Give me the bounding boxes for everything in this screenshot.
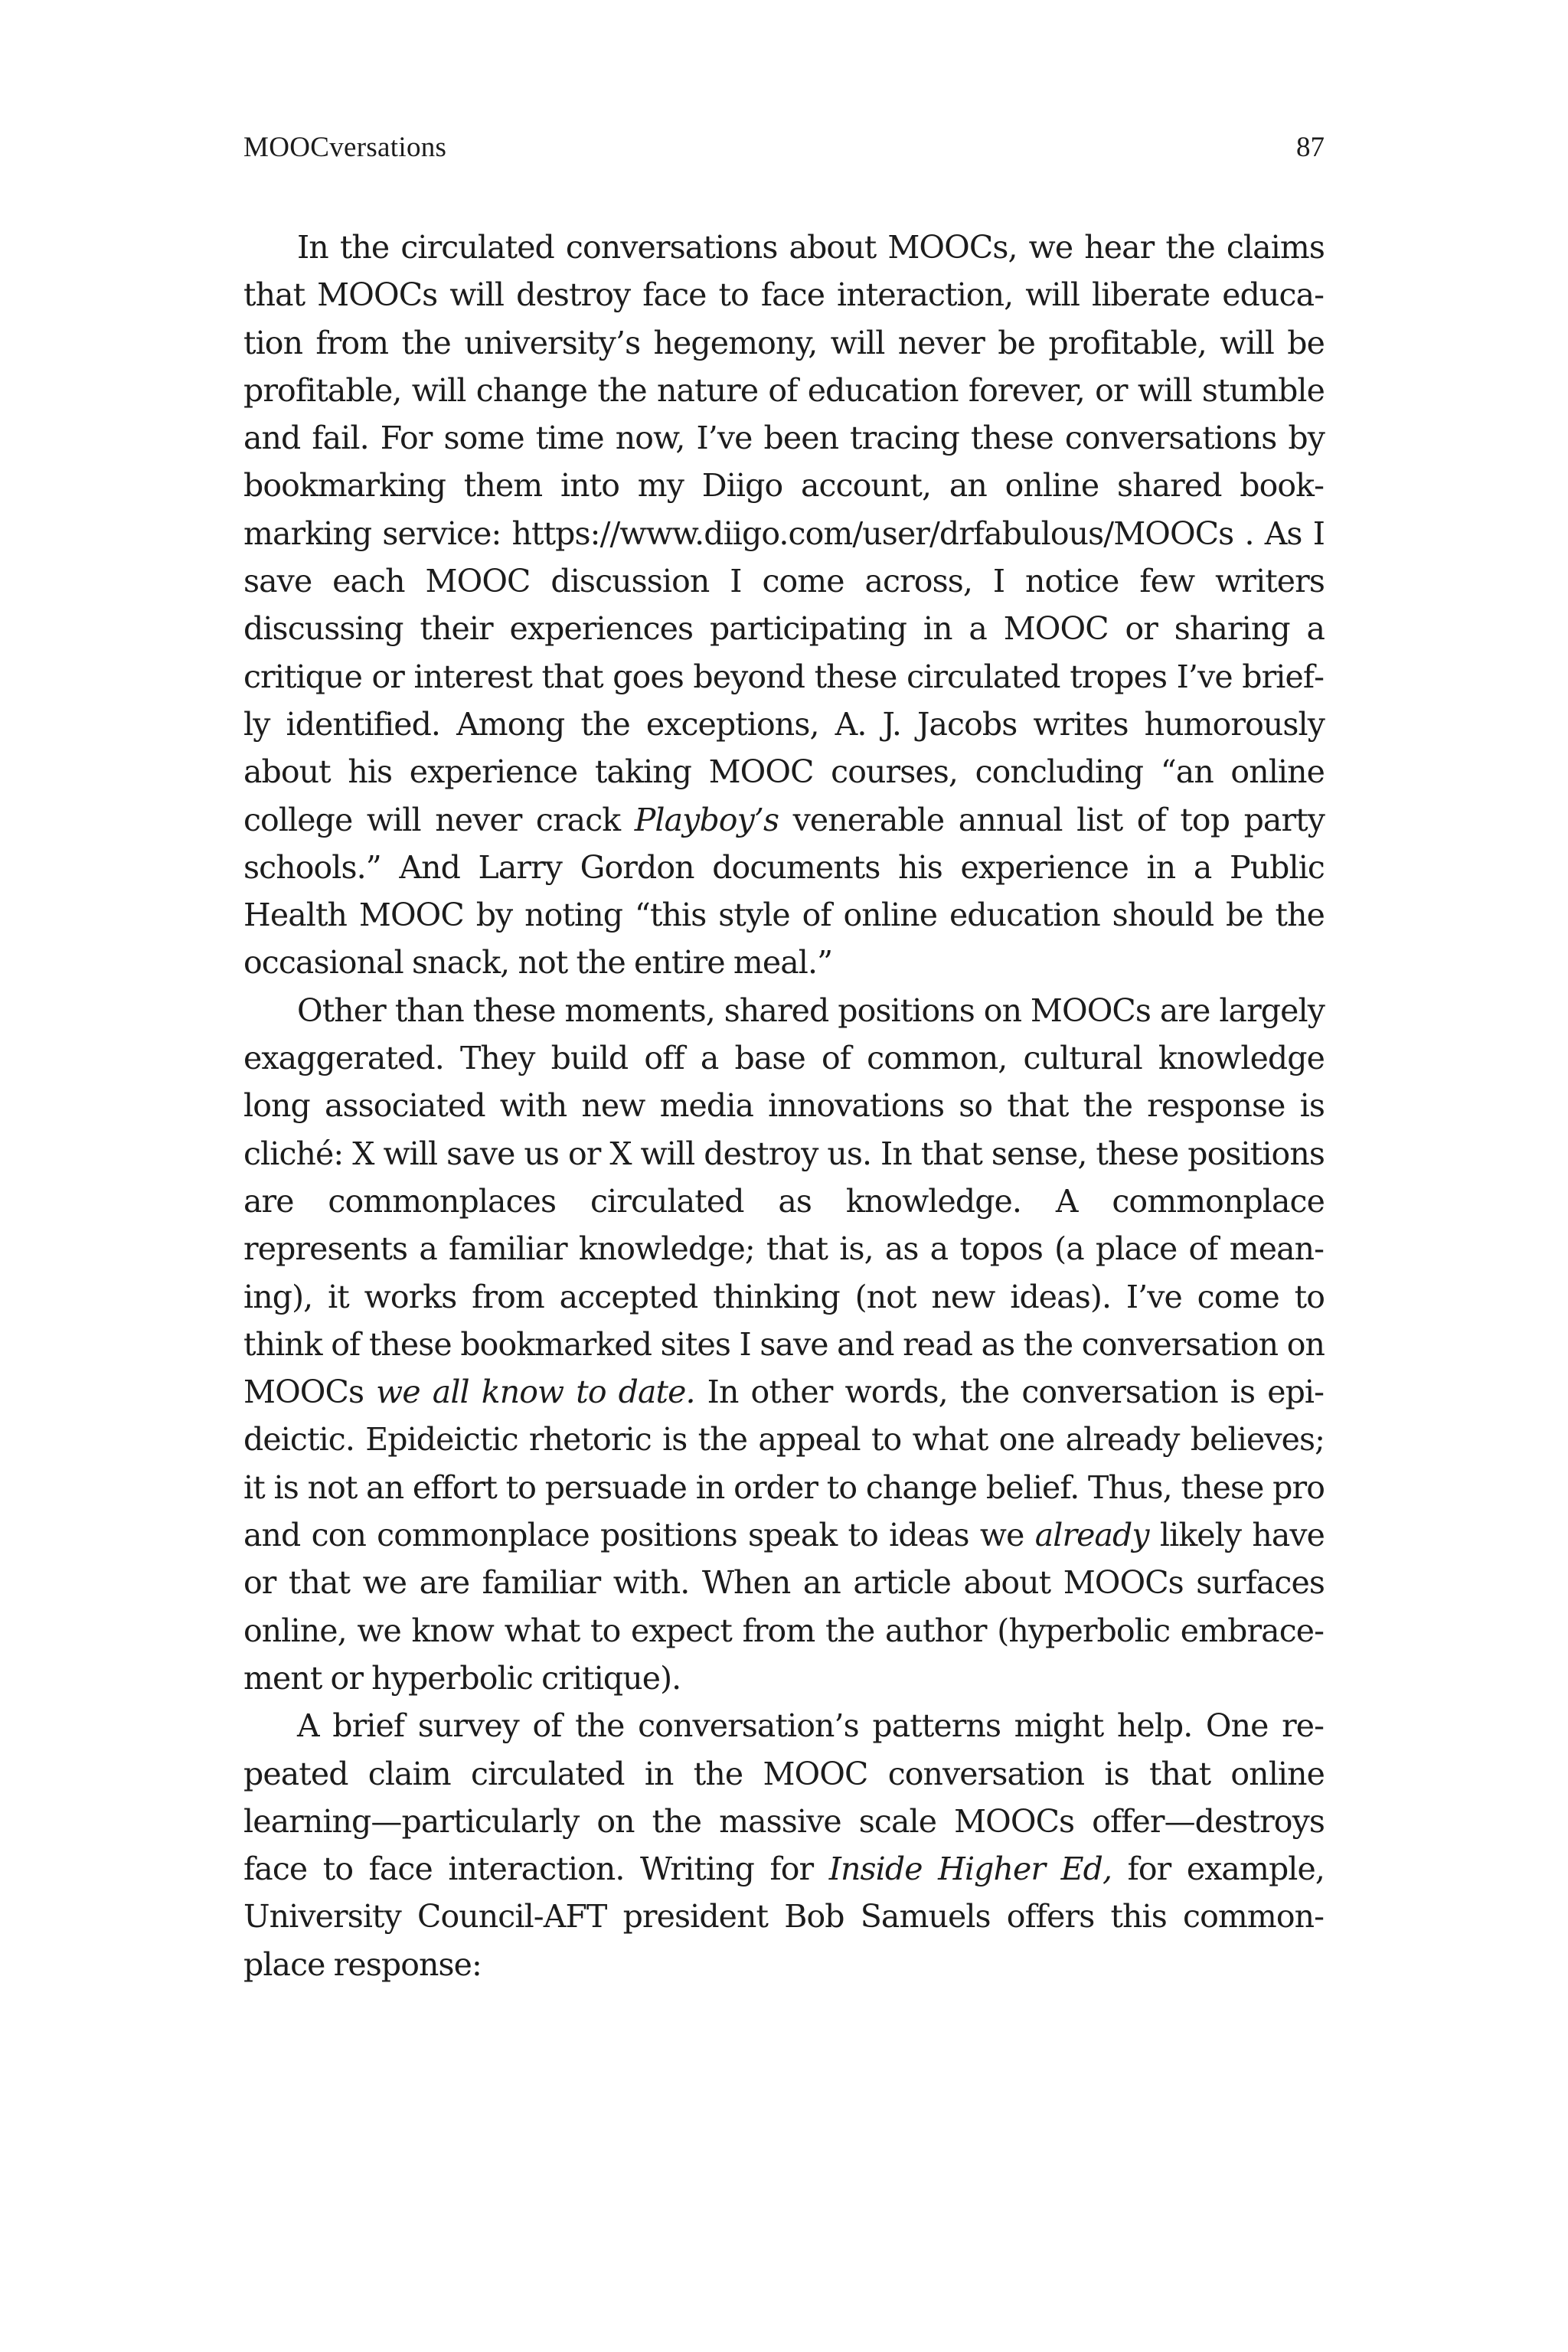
- text-run: likely have or that we are familiar with. When an article about MOOCs surfaces online, we know what to expect from the author (hyperbolic embracement or hyperbolic critique).: [243, 1517, 1325, 1697]
- italic-run: Playboy’s: [634, 801, 779, 838]
- text-run: In the circulated conversations about MOOCs, we hear the claims that MOOCs will destroy face to face interaction, will liberate education from the university’s hegemony, will never be profitable, will be profitable, will change the nature of education forever, or will stumble and fail. For some time now, I’ve been tracing these conversations by bookmarking them into my Diigo account, an online shared bookmarking service: https://www.diigo.com/user/drfabulous/MOOCs . As I save each MOOC discussion I come across, I notice few writers discussing their experiences participating in a MOOC or sharing a critique or interest that goes beyond these circulated tropes I’ve briefly identified. Among the exceptions, A. J. Jacobs writes humorously about his experience taking MOOC courses, concluding “an online college will never crack: [243, 229, 1325, 838]
- italic-run: we all know to date.: [376, 1374, 695, 1411]
- running-title: MOOCversations: [243, 132, 447, 163]
- paragraph-3: [243, 1702, 1325, 1988]
- text-run: A brief survey of the conversation’s patterns might help. One repeated claim circulated in the MOOC conversation is that online learning—particularly on the massive scale MOOCs offer—destroys face to face interaction. Writing for: [243, 1707, 1325, 1888]
- text-run: In other words, the conversation is epideictic. Epideictic rhetoric is the appeal to what one already believes; it is not an effort to persuade in order to change belief. Thus, these pro and con commonplace positions speak to ideas we: [243, 1374, 1325, 1554]
- text-run: for example, University Council-AFT president Bob Samuels offers this commonplace response:: [243, 1851, 1325, 1983]
- paragraph-2: [243, 987, 1325, 1702]
- italic-run: Inside Higher Ed,: [828, 1851, 1112, 1888]
- paragraph-1: [243, 224, 1325, 987]
- body-text: [243, 224, 1325, 1988]
- text-run: venerable annual list of top party schools.” And Larry Gordon documents his experience in a Public Health MOOC by noting “this style of online education should be the occasional snack, not the entire meal.”: [243, 801, 1325, 982]
- italic-run: already: [1034, 1517, 1149, 1554]
- page-number: 87: [1296, 132, 1325, 163]
- running-head: [243, 129, 1325, 167]
- text-run: Other than these moments, shared positions on MOOCs are largely exaggerated. They build off a base of common, cultural knowledge long associated with new media innovations so that the response is cliché: X will save us or X will destroy us. In that sense, these positions are commonplaces circulated as knowledge. A commonplace represents a familiar knowledge; that is, as a topos (a place of meaning), it works from accepted thinking (not new ideas). I’ve come to think of these bookmarked sites I save and read as the conversation on MOOCs: [243, 991, 1325, 1411]
